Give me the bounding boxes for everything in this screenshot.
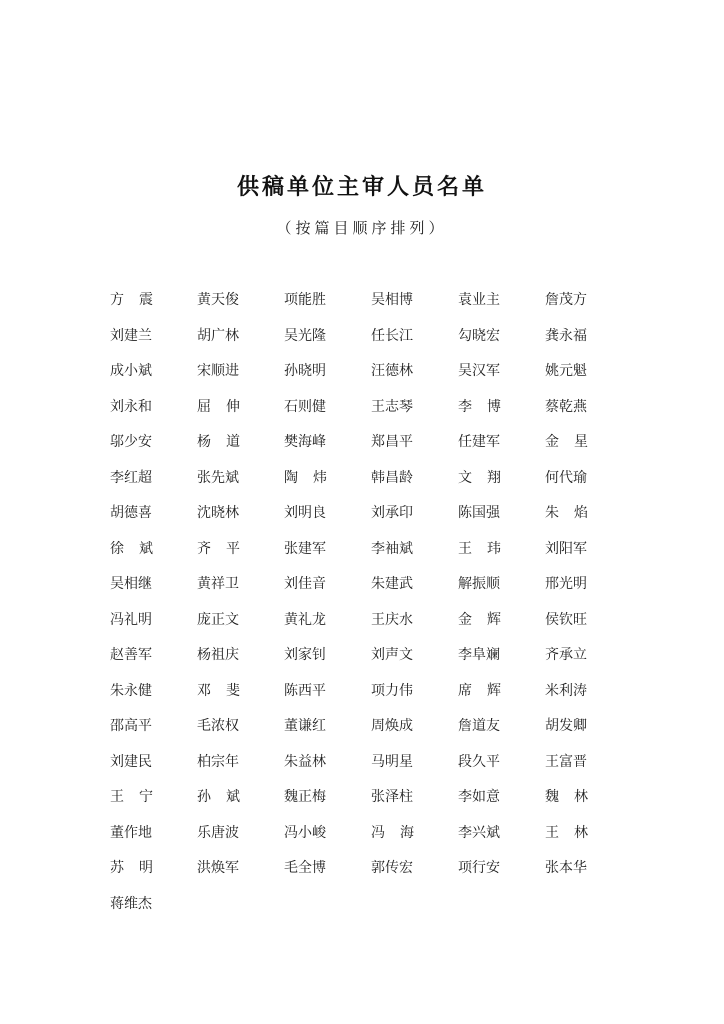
name-entry: 沈晓林: [197, 505, 239, 521]
name-entry: 宋顺进: [197, 363, 239, 379]
document-subtitle: （按篇目顺序排列）: [276, 219, 448, 237]
name-entry: 袁业主: [458, 292, 500, 308]
name-entry: 庞正文: [197, 611, 239, 628]
name-entry: 汪德林: [371, 363, 413, 379]
name-entry: 冯海: [371, 824, 429, 841]
name-entry: 项力伟: [371, 682, 413, 699]
name-entry: 邢光明: [545, 576, 587, 592]
name-entry: 王玮: [458, 540, 516, 557]
name-entry: 杨道: [197, 434, 255, 450]
name-entry: 黄天俊: [197, 292, 239, 308]
name-entry: 马明星: [371, 753, 413, 770]
document-title: 供稿单位主审人员名单: [236, 175, 487, 200]
name-entry: 孙斌: [197, 789, 255, 805]
name-entry: 段久平: [458, 753, 500, 770]
name-entry: 邓斐: [197, 682, 255, 699]
name-entry: 刘明良: [284, 505, 326, 521]
name-entry: 詹道友: [458, 718, 500, 734]
name-entry: 黄祥卫: [197, 576, 239, 592]
name-entry: 方震: [110, 292, 168, 308]
name-entry: 苏明: [110, 860, 168, 876]
name-entry: 董谦红: [284, 718, 326, 734]
name-entry: 郭传宏: [371, 860, 413, 876]
name-entry: 解振顺: [458, 576, 500, 592]
name-entry: 毛全博: [284, 860, 326, 876]
name-entry: 龚永福: [545, 327, 587, 344]
name-entry: 齐平: [197, 540, 255, 557]
name-entry: 董作地: [110, 824, 152, 841]
name-entry: 金辉: [458, 611, 516, 628]
name-entry: 李如意: [458, 789, 500, 805]
name-entry: 邬少安: [110, 434, 152, 450]
name-entry: 王庆水: [371, 611, 413, 628]
name-entry: 蒋维杰: [110, 895, 152, 912]
name-entry: 樊海峰: [284, 434, 326, 450]
name-entry: 刘承印: [371, 505, 413, 521]
name-entry: 乐唐波: [197, 824, 239, 841]
name-entry: 张泽柱: [371, 789, 413, 805]
name-entry: 石则健: [284, 398, 326, 415]
name-entry: 任建军: [458, 434, 500, 450]
name-entry: 徐斌: [110, 540, 168, 557]
name-entry: 赵善军: [110, 647, 152, 663]
name-entry: 李袖斌: [371, 540, 413, 557]
name-entry: 刘佳音: [284, 576, 326, 592]
name-entry: 刘家钊: [284, 647, 326, 663]
name-entry: 柏宗年: [197, 753, 239, 770]
name-entry: 陶炜: [284, 469, 342, 486]
name-entry: 何代瑜: [545, 469, 587, 486]
name-entry: 刘声文: [371, 647, 413, 663]
name-entry: 成小斌: [110, 363, 152, 379]
name-entry: 邵高平: [110, 718, 152, 734]
name-entry: 朱益林: [284, 753, 326, 770]
name-entry: 米利涛: [545, 682, 587, 699]
name-entry: 张建军: [284, 540, 326, 557]
name-entry: 文翔: [458, 469, 516, 486]
name-entry: 魏林: [545, 789, 603, 805]
name-entry: 姚元魁: [545, 363, 587, 379]
name-entry: 吴光隆: [284, 327, 326, 344]
name-entry: 朱永健: [110, 682, 152, 699]
name-entry: 朱焰: [545, 505, 603, 521]
name-entry: 屈伸: [197, 398, 255, 415]
name-entry: 李红超: [110, 469, 152, 486]
name-entry: 胡德喜: [110, 505, 152, 521]
name-entry: 韩昌龄: [371, 469, 413, 486]
name-entry: 冯礼明: [110, 611, 152, 628]
name-entry: 朱建武: [371, 576, 413, 592]
names-list: [110, 288, 630, 927]
name-entry: 张本华: [545, 860, 587, 876]
name-entry: 周焕成: [371, 718, 413, 734]
name-entry: 任长江: [371, 327, 413, 344]
name-entry: 李博: [458, 398, 516, 415]
name-entry: 项行安: [458, 860, 500, 876]
name-entry: 李兴斌: [458, 824, 500, 841]
name-entry: 金星: [545, 434, 603, 450]
name-entry: 王林: [545, 824, 603, 841]
name-entry: 冯小峻: [284, 824, 326, 841]
name-entry: 陈西平: [284, 682, 326, 699]
name-entry: 李阜斓: [458, 647, 500, 663]
name-entry: 吴汉军: [458, 363, 500, 379]
name-entry: 孙晓明: [284, 363, 326, 379]
name-entry: 席辉: [458, 682, 516, 699]
name-entry: 吴相继: [110, 576, 152, 592]
name-entry: 勾晓宏: [458, 327, 500, 344]
name-entry: 侯钦旺: [545, 611, 587, 628]
name-entry: 刘建兰: [110, 327, 152, 344]
name-entry: 刘阳军: [545, 540, 587, 557]
name-entry: 魏正梅: [284, 789, 326, 805]
name-entry: 齐承立: [545, 647, 587, 663]
name-entry: 詹茂方: [545, 292, 587, 308]
name-entry: 黄礼龙: [284, 611, 326, 628]
name-entry: 蔡乾燕: [545, 398, 587, 415]
name-entry: 陈国强: [458, 505, 500, 521]
name-entry: 胡广林: [197, 327, 239, 344]
name-entry: 项能胜: [284, 292, 326, 308]
name-entry: 吴相博: [371, 292, 413, 308]
name-entry: 张先斌: [197, 469, 239, 486]
name-entry: 王宁: [110, 789, 168, 805]
name-entry: 刘建民: [110, 753, 152, 770]
name-entry: 刘永和: [110, 398, 152, 415]
name-entry: 杨祖庆: [197, 647, 239, 663]
name-entry: 洪焕军: [197, 860, 239, 876]
name-entry: 胡发卿: [545, 718, 587, 734]
name-entry: 王富晋: [545, 753, 587, 770]
name-entry: 郑昌平: [371, 434, 413, 450]
name-entry: 王志琴: [371, 398, 413, 415]
name-entry: 毛浓权: [197, 718, 239, 734]
